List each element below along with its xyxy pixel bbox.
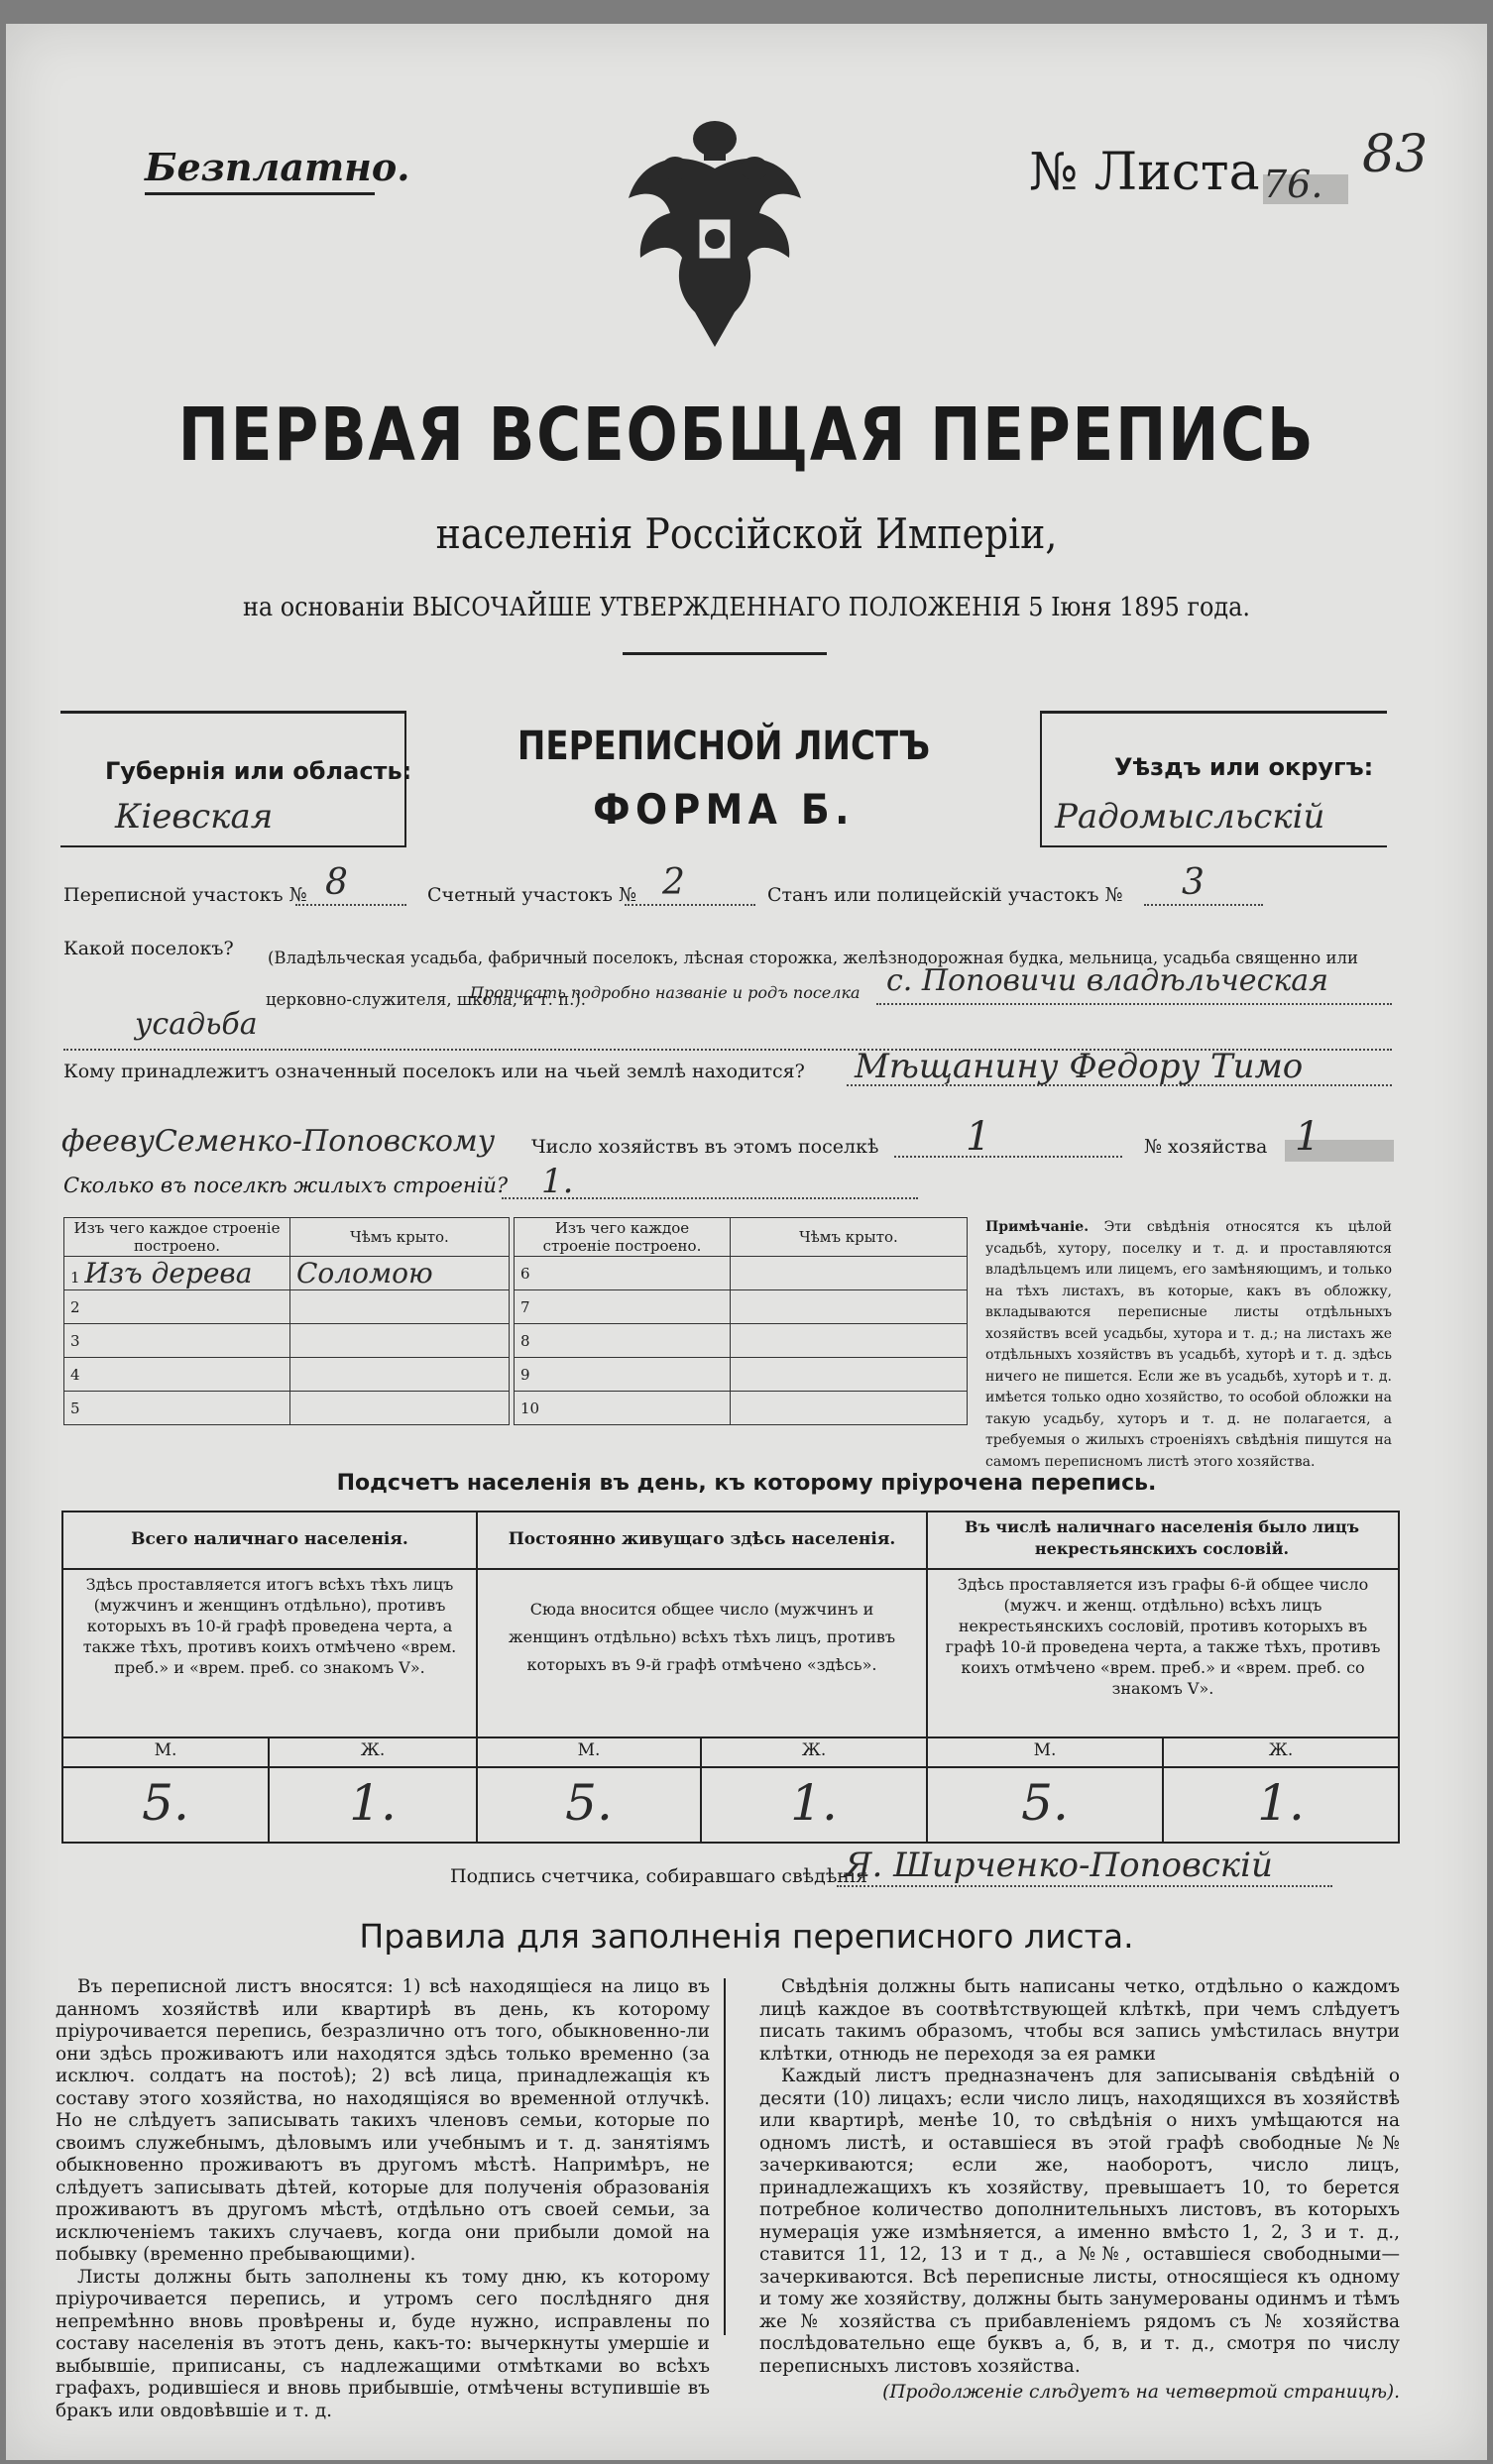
buildings-row xyxy=(515,1257,731,1290)
note-text: Эти свѣдѣнія относятся къ цѣлой усадьбѣ, хутору, поселку и т. д. и проставляются владѣльцемъ или лицемъ, его замѣняющимъ, и только на тѣхъ листахъ, въ которые, какъ въ обложку, вкладываются переписные листы отдѣльныхъ хозяйствъ всей усадьбы, хутора и т. д.; на листахъ же отдѣльныхъ хозяйствъ въ усадьбѣ, хуторѣ и т. д. здѣсь ничего не пишется. Если же въ усадьбѣ, хуторѣ и т. д. имѣется только одно хозяйство, то особой обложки на такую усадьбу, хуторъ и т. д. не полагается, а требуемыя о жилыхъ строеніяхъ свѣдѣнія пишутся на самомъ переписномъ листѣ этого хозяйства. xyxy=(985,1219,1392,1470)
pop-col2-title: Постоянно живущаго здѣсь населенія. xyxy=(508,1529,896,1549)
pop-col1-m-value: 5. xyxy=(142,1774,189,1832)
buildings-row xyxy=(64,1358,290,1392)
double-headed-eagle-emblem xyxy=(621,119,809,347)
buildings-col-roof: Чѣмъ крыто. xyxy=(731,1218,968,1257)
owner-value-1: Мѣщанину Федору Тимо xyxy=(855,1047,1304,1086)
settlement-dots xyxy=(876,1003,1392,1005)
title-rule xyxy=(623,652,827,655)
pop-col1-desc: Здѣсь проставляется итогъ всѣхъ тѣхъ лицъ (мужчинъ и женщинъ отдѣльно), противъ которыхъ въ 10-й графѣ проведена черта, а также тѣхъ, противъ коихъ отмѣчено «врем. преб.» и «врем. преб. со знакомъ V». xyxy=(82,1575,457,1677)
buildings-row xyxy=(515,1290,731,1324)
buildings-row xyxy=(64,1257,290,1290)
row-number: 2 xyxy=(70,1297,80,1316)
row-number: 6 xyxy=(520,1264,530,1283)
census-district-label: Переписной участокъ № xyxy=(63,884,307,906)
count-district-dots xyxy=(625,904,755,906)
row-number: 9 xyxy=(520,1365,530,1384)
buildings-row xyxy=(515,1324,731,1358)
guberniya-value: Кіевская xyxy=(115,797,274,837)
row-number: 3 xyxy=(70,1331,80,1350)
rules-column-divider xyxy=(724,1978,726,2335)
pop-col1-f-value: 1. xyxy=(349,1774,397,1832)
note-block xyxy=(985,1217,1392,1473)
rules-continued: (Продолженіе слѣдуетъ на четвертой страницѣ). xyxy=(882,2382,1400,2403)
sheet-number-label: № Листа xyxy=(1029,143,1260,202)
pop-col1-m-label: М. xyxy=(154,1740,177,1760)
form-box-line xyxy=(1040,711,1387,714)
population-divider xyxy=(63,1568,1398,1570)
building-roof-value: Соломою xyxy=(296,1257,433,1289)
pop-col3-f-value: 1. xyxy=(1257,1774,1305,1832)
buildings-row xyxy=(64,1392,290,1425)
settlement-label: Какой поселокъ? xyxy=(63,938,234,959)
note-title: Примѣчаніе. xyxy=(985,1219,1090,1235)
form-box-line xyxy=(1040,845,1387,847)
population-heading: Подсчетъ населенія въ день, къ которому пріурочена перепись. xyxy=(336,1471,1157,1496)
settlement-value-2: усадьба xyxy=(135,1007,258,1042)
buildings-col-material: Изъ чего каждое строеніе построено. xyxy=(515,1218,731,1257)
pop-col1-title: Всего наличнаго населенія. xyxy=(131,1529,408,1549)
households-label: Число хозяйствъ въ этомъ поселкѣ xyxy=(531,1136,879,1158)
population-divider xyxy=(63,1766,1398,1768)
stan-dots xyxy=(1144,904,1263,906)
form-subtitle: ФОРМА Б. xyxy=(593,785,855,834)
free-underline xyxy=(145,192,375,195)
pop-col1-f-label: Ж. xyxy=(360,1740,386,1760)
households-value: 1 xyxy=(966,1114,991,1160)
households-dots xyxy=(894,1156,1122,1158)
decree-line: на основаніи ВЫСОЧАЙШЕ УТВЕРЖДЕННАГО ПОЛОЖЕНІЯ 5 Іюня 1895 года. xyxy=(242,593,1251,622)
owner-label: Кому принадлежитъ означенный поселокъ или на чьей землѣ находится? xyxy=(63,1061,805,1082)
signature-dots xyxy=(837,1885,1332,1887)
uezd-label: Уѣздъ или округъ: xyxy=(1114,753,1374,781)
subtitle: населенія Россійской Имперіи, xyxy=(435,509,1058,558)
count-district-value: 2 xyxy=(662,862,685,903)
count-district-label: Счетный участокъ № xyxy=(427,884,636,906)
stan-label: Станъ или полицейскій участокъ № xyxy=(767,884,1123,906)
row-number: 8 xyxy=(520,1331,530,1350)
census-district-value: 8 xyxy=(325,862,348,903)
form-box-line xyxy=(1040,711,1042,847)
census-form-page xyxy=(6,24,1487,2460)
household-no-value: 1 xyxy=(1295,1114,1321,1160)
pop-col2-f-label: Ж. xyxy=(801,1740,827,1760)
archive-page-number: 83 xyxy=(1362,125,1429,184)
pop-col2-m-value: 5. xyxy=(565,1774,613,1832)
pop-col2-desc: Сюда вносится общее число (мужчинъ и женщинъ отдѣльно) всѣхъ тѣхъ лицъ, противъ которыхъ въ 9-й графѣ отмѣчено «здѣсь». xyxy=(508,1600,896,1674)
form-box-line xyxy=(60,845,405,847)
buildings-value: 1. xyxy=(541,1162,574,1201)
rules-right-p2: Каждый листъ предназначенъ для записыванія свѣдѣній о десяти (10) лицахъ; если число лицъ, находящихся въ хозяйствѣ или квартирѣ, менѣе 10, то свѣдѣнія о нихъ умѣщаются на одномъ листѣ, и оставшіеся въ этой графѣ свободные №№ зачеркиваются; если же, наоборотъ, число лицъ, принадлежащихъ къ хозяйству, превышаетъ 10, то берется потребное количество дополнительныхъ листовъ, въ которыхъ нумерація уже измѣняется, а именно вмѣсто 1, 2, 3 и т. д., ставится 11, 12, 13 и т д., а №№, оставшіеся свободными—зачеркиваются. Всѣ переписные листы, относящіеся къ одному и тому же хозяйству, должны быть занумерованы одинмъ и тѣмъ же № хозяйства съ прибавленіемъ рядомъ съ № хозяйства послѣдовательно еще буквъ а, б, в, и т. д., смотря по числу переписныхъ листовъ хозяйства. xyxy=(759,2066,1400,2377)
row-number: 5 xyxy=(70,1399,80,1417)
main-title: ПЕРВАЯ ВСЕОБЩАЯ ПЕРЕПИСЬ xyxy=(177,392,1316,478)
buildings-table-left xyxy=(63,1217,510,1425)
rules-right-column xyxy=(759,1976,1400,2405)
row-number: 10 xyxy=(520,1399,540,1417)
form-title: ПЕРЕПИСНОЙ ЛИСТЪ xyxy=(517,724,931,769)
settlement-value-1: с. Поповичи владѣльческая xyxy=(886,963,1329,998)
building-material-value: Изъ дерева xyxy=(84,1257,253,1289)
settlement-hint2: Прописать подробно названіе и родъ поселка xyxy=(470,983,861,1002)
census-district-dots xyxy=(295,904,406,906)
rules-left-p1: Въ переписной листъ вносятся: 1) всѣ находящіеся на лицо въ данномъ хозяйствѣ или квартирѣ въ день, къ которому пріурочивается перепись, безразлично отъ того, обыкновенно-ли они здѣсь проживаютъ или находятся здѣсь только временно (за исключ. солдатъ на постоѣ); 2) всѣ лица, принадлежащія къ составу этого хозяйства, но находящіяся во временной отлучкѣ. Но не слѣдуетъ записывать такихъ членовъ семьи, которые по своимъ служебнымъ, дѣловымъ или учебнымъ и т. д. занятіямъ обыкновенно проживаютъ въ другомъ мѣстѣ. Напримѣръ, не слѣдуетъ записывать дѣтей, которые для полученія образованія проживаютъ въ другомъ мѣстѣ, отдѣльно отъ своей семьи, за исключеніемъ такихъ случаевъ, когда они прибыли домой на побывку (временно пребывающими). xyxy=(56,1976,710,2265)
buildings-row xyxy=(515,1392,731,1425)
rules-left-p2: Листы должны быть заполнены къ тому дню, къ которому пріурочивается перепись, и утромъ сего послѣдняго дня непремѣнно вновь провѣрены и, буде нужно, исправлены по составу населенія въ этотъ день, какъ-то: вычеркнуты умершіе и выбывшіе, приписаны, съ надлежащими отмѣтками во всѣхъ графахъ, родившіеся и вновь прибывшіе, отмѣчены вступившіе въ бракъ или овдовѣвшіе и т. д. xyxy=(56,2266,710,2421)
signature-value: Я. Ширченко-Поповскій xyxy=(845,1846,1273,1885)
population-table xyxy=(61,1511,1400,1844)
sheet-number-value: 76. xyxy=(1263,163,1323,206)
row-number: 4 xyxy=(70,1365,80,1384)
buildings-row xyxy=(64,1290,290,1324)
pop-col2-f-value: 1. xyxy=(790,1774,838,1832)
pop-col3-m-label: М. xyxy=(1033,1740,1057,1760)
free-label: Безплатно. xyxy=(145,145,410,189)
population-divider xyxy=(63,1736,1398,1738)
rules-right-p1: Свѣдѣнія должны быть написаны четко, отдѣльно о каждомъ лицѣ каждое въ соотвѣтствующей клѣткѣ, при чемъ слѣдуетъ писать такимъ образомъ, чтобы вся запись умѣстилась внутри клѣтки, отнюдь не переходя за ея рамки xyxy=(759,1976,1400,2065)
stan-value: 3 xyxy=(1182,862,1205,903)
owner-value-2: феевуСеменко-Поповскому xyxy=(61,1124,496,1159)
pop-col3-desc: Здѣсь проставляется изъ графы 6-й общее число (мужч. и женщ. отдѣльно) всѣхъ лицъ некрестьянскихъ сословій, противъ которыхъ въ графѣ 10-й проведена черта, а также тѣхъ, противъ коихъ отмѣчено «врем. преб.» и «врем. преб. со знакомъ V». xyxy=(945,1575,1381,1698)
buildings-row xyxy=(64,1324,290,1358)
buildings-label: Сколько въ поселкѣ жилыхъ строеній? xyxy=(63,1174,509,1197)
rules-left-column xyxy=(56,1976,710,2422)
row-number: 1 xyxy=(70,1269,80,1287)
uezd-value: Радомысльскій xyxy=(1055,797,1325,837)
buildings-table-right xyxy=(514,1217,968,1425)
buildings-col-material: Изъ чего каждое строеніе построено. xyxy=(64,1218,290,1257)
pop-col3-title: Въ числѣ наличнаго населенія было лицъ некрестьянскихъ сословій. xyxy=(965,1517,1359,1558)
pop-col3-m-value: 5. xyxy=(1021,1774,1069,1832)
pop-col3-f-label: Ж. xyxy=(1268,1740,1294,1760)
buildings-row xyxy=(515,1358,731,1392)
household-no-label: № хозяйства xyxy=(1144,1136,1268,1158)
settlement-hint: (Владѣльческая усадьба, фабричный поселокъ, лѣсная сторожка, желѣзнодорожная будка, мельница, усадьба священно или церковно-служителя, школа, и т. п.). xyxy=(266,949,1358,1009)
rules-heading: Правила для заполненія переписного листа. xyxy=(359,1917,1134,1956)
buildings-col-roof: Чѣмъ крыто. xyxy=(290,1218,510,1257)
row-number: 7 xyxy=(520,1297,530,1316)
guberniya-label: Губернія или область: xyxy=(105,757,412,785)
form-box-line xyxy=(60,711,405,714)
pop-col2-m-label: М. xyxy=(577,1740,601,1760)
signature-label: Подпись счетчика, собиравшаго свѣдѣнія xyxy=(450,1865,867,1887)
